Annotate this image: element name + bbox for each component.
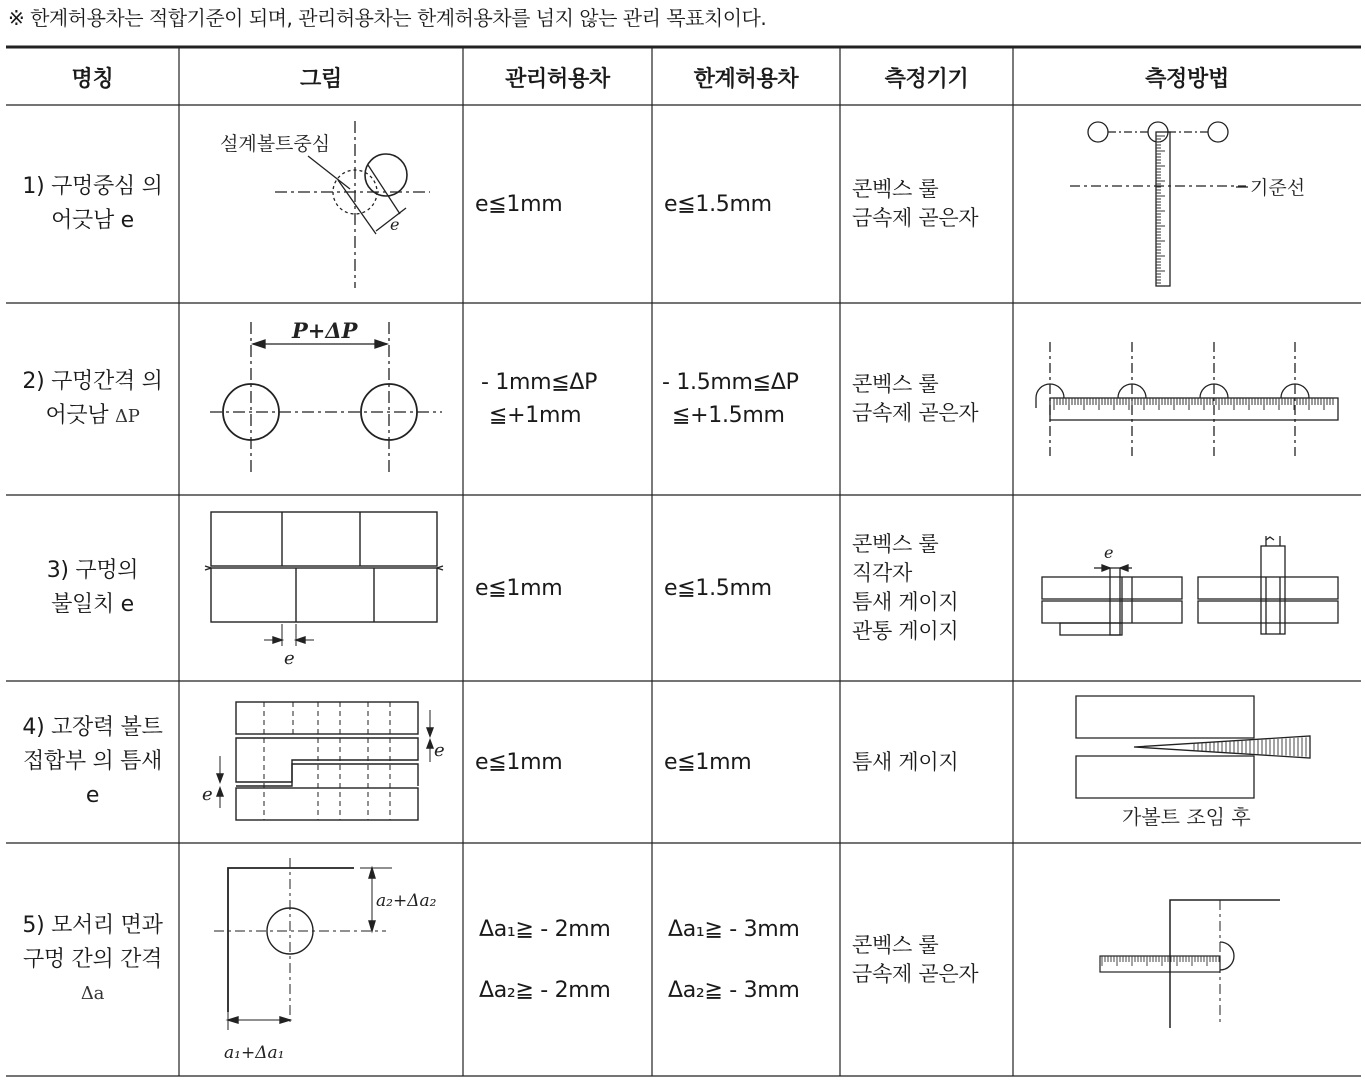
row3-name-line2: 불일치 e [51,592,134,617]
row3-name-line1: 3) 구멍의 [46,558,139,583]
row1-instrument-1: 콘벡스 룰 [852,177,939,201]
row5-limit-line2: Δa₂≧ - 3mm [668,977,800,1003]
row2-fig-label: P+ΔP [292,318,358,343]
row3-instrument-1: 콘벡스 룰 [852,532,939,556]
row5-limit-line1: Δa₁≧ - 3mm [668,916,800,942]
row4-name-line2: 접합부 의 틈새 [22,749,163,774]
row1-limit-tolerance: e≦1.5mm [664,191,772,217]
row2-mgmt-line1: - 1mm≦ΔP [481,370,598,395]
row4-method-label: 가볼트 조임 후 [1122,805,1251,829]
row2-name-line1: 2) 구멍간격 의 [22,368,163,394]
row2-name-line2: 어긋남 [45,402,109,428]
row1-instruments [840,105,1013,303]
row2-limit-tolerance [652,303,840,495]
row2-name-symbol: ΔP [115,405,140,427]
row4-name-line1: 4) 고장력 볼트 [22,715,163,740]
row4-fig-var-right: e [434,740,445,761]
row3-method-figure [1014,496,1360,680]
row1-mgmt-tolerance: e≦1mm [475,191,563,217]
row5-mgmt-line1: Δa₁≧ - 2mm [479,916,611,942]
row5-name-line2: 구멍 간의 간격 [22,946,163,972]
row4-instruments [840,681,1013,843]
row1-method-label: 기준선 [1250,177,1306,199]
row3-instrument-2: 직각자 [852,561,912,585]
row2-limit-line1: - 1.5mm≦ΔP [662,370,799,395]
header-name: 명칭 [71,66,114,92]
row5-figure [180,844,462,1074]
row3-instruments [840,495,1013,681]
header-instrument: 측정기기 [884,66,969,92]
row5-method-figure [1014,844,1360,1074]
row5-mgmt-tolerance [463,843,652,1076]
row4-mgmt-tolerance: e≦1mm [475,749,563,775]
row1-figure [180,106,462,302]
row3-limit-tolerance: e≦1.5mm [664,575,772,601]
row1-method-figure [1014,106,1360,302]
row1-name-line1: 1) 구멍중심 의 [22,174,163,199]
table-note: ※ 한계허용차는 적합기준이 되며, 관리허용차는 한계허용차를 넘지 않는 관리 목표치이다. [8,6,767,30]
row2-mgmt-line2: ≦+1mm [489,403,582,428]
row5-fig-label-a: a₁+Δa₁ [224,1043,285,1063]
row2-limit-line2: ≦+1.5mm [672,403,785,428]
header-mgmt-tolerance: 관리허용차 [505,66,610,92]
row1-fig-label: 설계볼트중심 [220,133,331,155]
row4-name-line3: e [85,783,100,808]
row2-name [6,303,179,495]
row2-mgmt-tolerance [463,303,652,495]
header-limit-tolerance: 한계허용차 [693,66,799,92]
row5-name-line1: 5) 모서리 면과 [22,912,163,938]
row5-fig-label-b: a₂+Δa₂ [376,891,437,911]
row4-instrument-1: 틈새 게이지 [852,749,959,774]
row1-name [6,105,179,303]
row5-name-symbol: Δa [80,982,105,1004]
row5-instrument-2: 금속제 곧은자 [852,961,979,986]
header-figure: 그림 [300,66,342,92]
row5-name [6,843,179,1076]
row1-fig-var: e [390,215,400,234]
row5-mgmt-line2: Δa₂≧ - 2mm [479,977,611,1003]
row3-instrument-4: 관통 게이지 [852,619,959,643]
row3-name [6,495,179,681]
row4-name [6,681,179,843]
row2-instruments [840,303,1013,495]
header-method: 측정방법 [1145,66,1229,92]
row3-fig-var: e [284,648,295,669]
row5-limit-tolerance [652,843,840,1076]
row3-instrument-3: 틈새 게이지 [852,590,959,614]
row5-instrument-1: 콘벡스 룰 [852,932,939,957]
row4-fig-var-left: e [202,784,213,805]
row2-method-figure [1014,304,1360,494]
row4-figure [180,682,462,842]
row5-instruments [840,843,1013,1076]
row3-mgmt-tolerance: e≦1mm [475,575,563,601]
row1-name-line2: 어긋남 e [51,208,134,233]
row2-instrument-2: 금속제 곧은자 [852,401,979,425]
row1-instrument-2: 금속제 곧은자 [852,206,979,230]
row2-instrument-1: 콘벡스 룰 [852,372,939,396]
row2-figure [180,304,462,494]
row4-limit-tolerance: e≦1mm [664,749,752,775]
row3-figure [180,496,462,680]
row4-method-figure [1014,682,1360,842]
row3-method-var: e [1104,543,1114,562]
